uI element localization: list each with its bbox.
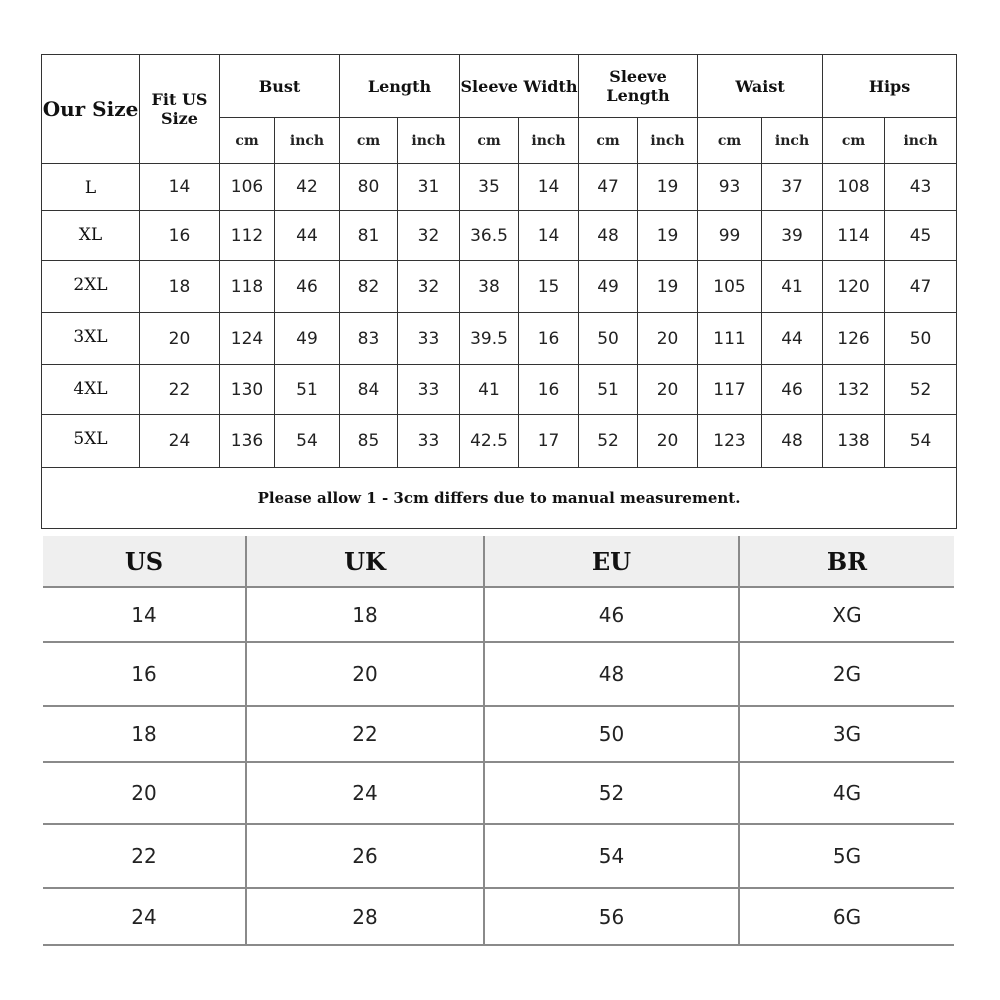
size-value-cell: 33 [398,313,460,365]
size-value-cell: 16 [519,365,579,415]
conversion-cell: 26 [246,824,484,888]
size-label-cell: 3XL [42,313,140,365]
size-row [42,211,957,261]
size-value-cell: 132 [823,365,885,415]
size-value-cell: 80 [340,164,398,211]
conversion-cell: 16 [43,642,246,706]
size-row [42,415,957,468]
conversion-row [43,824,954,888]
size-value-cell: 83 [340,313,398,365]
conversion-cell: 14 [43,587,246,642]
size-value-cell: 20 [638,415,698,468]
size-value-cell: 35 [460,164,519,211]
size-value-cell: 19 [638,261,698,313]
size-value-cell: 105 [698,261,762,313]
size-value-cell: 15 [519,261,579,313]
size-value-cell: 20 [140,313,220,365]
size-value-cell: 126 [823,313,885,365]
size-value-cell: 44 [275,211,340,261]
size-label-cell: 4XL [42,365,140,415]
header-uk: UK [246,536,484,587]
size-value-cell: 24 [140,415,220,468]
size-value-cell: 123 [698,415,762,468]
header-br: BR [739,536,954,587]
unit-inch: inch [275,118,340,164]
size-value-cell: 14 [140,164,220,211]
conversion-cell: 28 [246,888,484,945]
size-value-cell: 14 [519,211,579,261]
size-value-cell: 99 [698,211,762,261]
header-fit-us-size-label: Fit US Size [151,90,208,128]
conversion-cell: XG [739,587,954,642]
size-value-cell: 120 [823,261,885,313]
conversion-cell: 48 [484,642,739,706]
size-row [42,261,957,313]
conversion-cell: 22 [246,706,484,762]
size-value-cell: 124 [220,313,275,365]
unit-cm: cm [340,118,398,164]
conversion-cell: 56 [484,888,739,945]
size-value-cell: 19 [638,211,698,261]
size-value-cell: 46 [275,261,340,313]
unit-inch: inch [885,118,957,164]
size-label-cell: 2XL [42,261,140,313]
size-label-cell: 5XL [42,415,140,468]
size-value-cell: 39.5 [460,313,519,365]
unit-inch: inch [398,118,460,164]
size-value-cell: 117 [698,365,762,415]
size-value-cell: 33 [398,365,460,415]
conversion-cell: 18 [43,706,246,762]
conversion-cell: 3G [739,706,954,762]
size-value-cell: 49 [579,261,638,313]
header-sleeve-length [579,55,698,118]
size-value-cell: 138 [823,415,885,468]
conversion-cell: 4G [739,762,954,824]
conversion-row [43,762,954,824]
size-value-cell: 52 [579,415,638,468]
size-value-cell: 84 [340,365,398,415]
unit-cm: cm [823,118,885,164]
size-value-cell: 42 [275,164,340,211]
size-value-cell: 45 [885,211,957,261]
size-value-cell: 32 [398,211,460,261]
size-value-cell: 16 [519,313,579,365]
size-value-cell: 46 [762,365,823,415]
size-value-cell: 37 [762,164,823,211]
size-value-cell: 17 [519,415,579,468]
size-value-cell: 20 [638,365,698,415]
conversion-cell: 18 [246,587,484,642]
size-value-cell: 93 [698,164,762,211]
size-value-cell: 19 [638,164,698,211]
header-sleeve-width: Sleeve Width [460,55,579,118]
conversion-row [43,642,954,706]
conversion-cell: 20 [246,642,484,706]
size-chart-body [42,164,957,468]
size-value-cell: 50 [579,313,638,365]
size-value-cell: 112 [220,211,275,261]
header-waist: Waist [698,55,823,118]
size-value-cell: 43 [885,164,957,211]
conversion-cell: 24 [246,762,484,824]
size-value-cell: 48 [579,211,638,261]
size-value-cell: 16 [140,211,220,261]
conversion-row [43,587,954,642]
unit-cm: cm [460,118,519,164]
size-value-cell: 111 [698,313,762,365]
size-row [42,164,957,211]
unit-inch: inch [638,118,698,164]
conversion-cell: 5G [739,824,954,888]
header-bust: Bust [220,55,340,118]
size-value-cell: 51 [579,365,638,415]
size-value-cell: 47 [579,164,638,211]
unit-cm: cm [698,118,762,164]
header-us: US [43,536,246,587]
size-value-cell: 42.5 [460,415,519,468]
unit-inch: inch [762,118,823,164]
size-value-cell: 41 [762,261,823,313]
size-value-cell: 22 [140,365,220,415]
size-value-cell: 81 [340,211,398,261]
size-value-cell: 108 [823,164,885,211]
size-value-cell: 20 [638,313,698,365]
conversion-cell: 22 [43,824,246,888]
size-label-cell: L [42,164,140,211]
size-value-cell: 50 [885,313,957,365]
conversion-row [43,888,954,945]
size-value-cell: 52 [885,365,957,415]
size-value-cell: 47 [885,261,957,313]
header-sleeve-length-label: Sleeve Length [606,67,670,105]
size-value-cell: 38 [460,261,519,313]
size-label-cell: XL [42,211,140,261]
conversion-cell: 50 [484,706,739,762]
conversion-cell: 54 [484,824,739,888]
unit-inch: inch [519,118,579,164]
size-row [42,365,957,415]
conversion-cell: 52 [484,762,739,824]
size-value-cell: 14 [519,164,579,211]
size-value-cell: 106 [220,164,275,211]
size-value-cell: 41 [460,365,519,415]
header-length: Length [340,55,460,118]
size-value-cell: 44 [762,313,823,365]
header-eu: EU [484,536,739,587]
header-our-size: Our Size [42,55,140,164]
size-value-cell: 36.5 [460,211,519,261]
size-value-cell: 51 [275,365,340,415]
conversion-table-body [43,587,954,945]
size-value-cell: 48 [762,415,823,468]
size-row [42,313,957,365]
size-value-cell: 85 [340,415,398,468]
size-value-cell: 54 [275,415,340,468]
size-value-cell: 32 [398,261,460,313]
conversion-cell: 6G [739,888,954,945]
size-value-cell: 39 [762,211,823,261]
unit-cm: cm [220,118,275,164]
size-value-cell: 18 [140,261,220,313]
size-value-cell: 31 [398,164,460,211]
unit-cm: cm [579,118,638,164]
measurement-note: Please allow 1 - 3cm differs due to manual measurement. [42,468,957,529]
header-hips: Hips [823,55,957,118]
header-fit-us-size [140,55,220,164]
size-value-cell: 114 [823,211,885,261]
size-value-cell: 118 [220,261,275,313]
conversion-row [43,706,954,762]
conversion-cell: 20 [43,762,246,824]
conversion-cell: 24 [43,888,246,945]
size-chart-table [41,54,957,529]
size-conversion-table [43,536,954,946]
size-value-cell: 49 [275,313,340,365]
size-value-cell: 82 [340,261,398,313]
size-value-cell: 130 [220,365,275,415]
size-value-cell: 136 [220,415,275,468]
conversion-cell: 46 [484,587,739,642]
size-value-cell: 54 [885,415,957,468]
conversion-cell: 2G [739,642,954,706]
size-value-cell: 33 [398,415,460,468]
